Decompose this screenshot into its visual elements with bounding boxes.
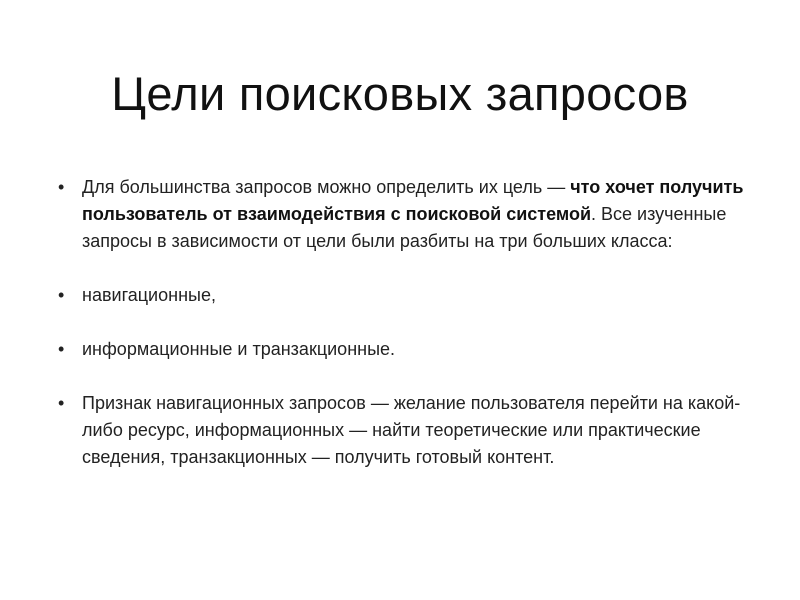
bullet-marker: •: [58, 339, 65, 359]
bullet-item-2: [56, 282, 746, 309]
bullet-list: [56, 174, 746, 498]
bullet-text-emphasis: что хочет получить пользователь от взаимодействия с поисковой системой: [82, 177, 744, 224]
bullet-marker: •: [58, 177, 65, 197]
bullet-text: Признак навигационных запросов — желание пользователя перейти на какой-либо ресурс, информационных — найти теоретические или практические сведения, транзакционных — получить готовый контент.: [82, 393, 741, 467]
bullet-marker: •: [58, 285, 65, 305]
bullet-item-4: [56, 390, 746, 471]
bullet-text: навигационные,: [82, 285, 216, 305]
bullet-marker: •: [58, 393, 65, 413]
bullet-item-1: [56, 174, 746, 255]
bullet-text: информационные и транзакционные.: [82, 339, 396, 359]
bullet-item-3: [56, 336, 746, 363]
bullet-text-tail: . Все изученные запросы в зависимости от цели были разбиты на три больших класса:: [82, 204, 727, 251]
slide-title: Цели поисковых запросов: [111, 67, 689, 120]
bullet-text-lead: Для большинства запросов можно определить их цель —: [82, 177, 571, 197]
